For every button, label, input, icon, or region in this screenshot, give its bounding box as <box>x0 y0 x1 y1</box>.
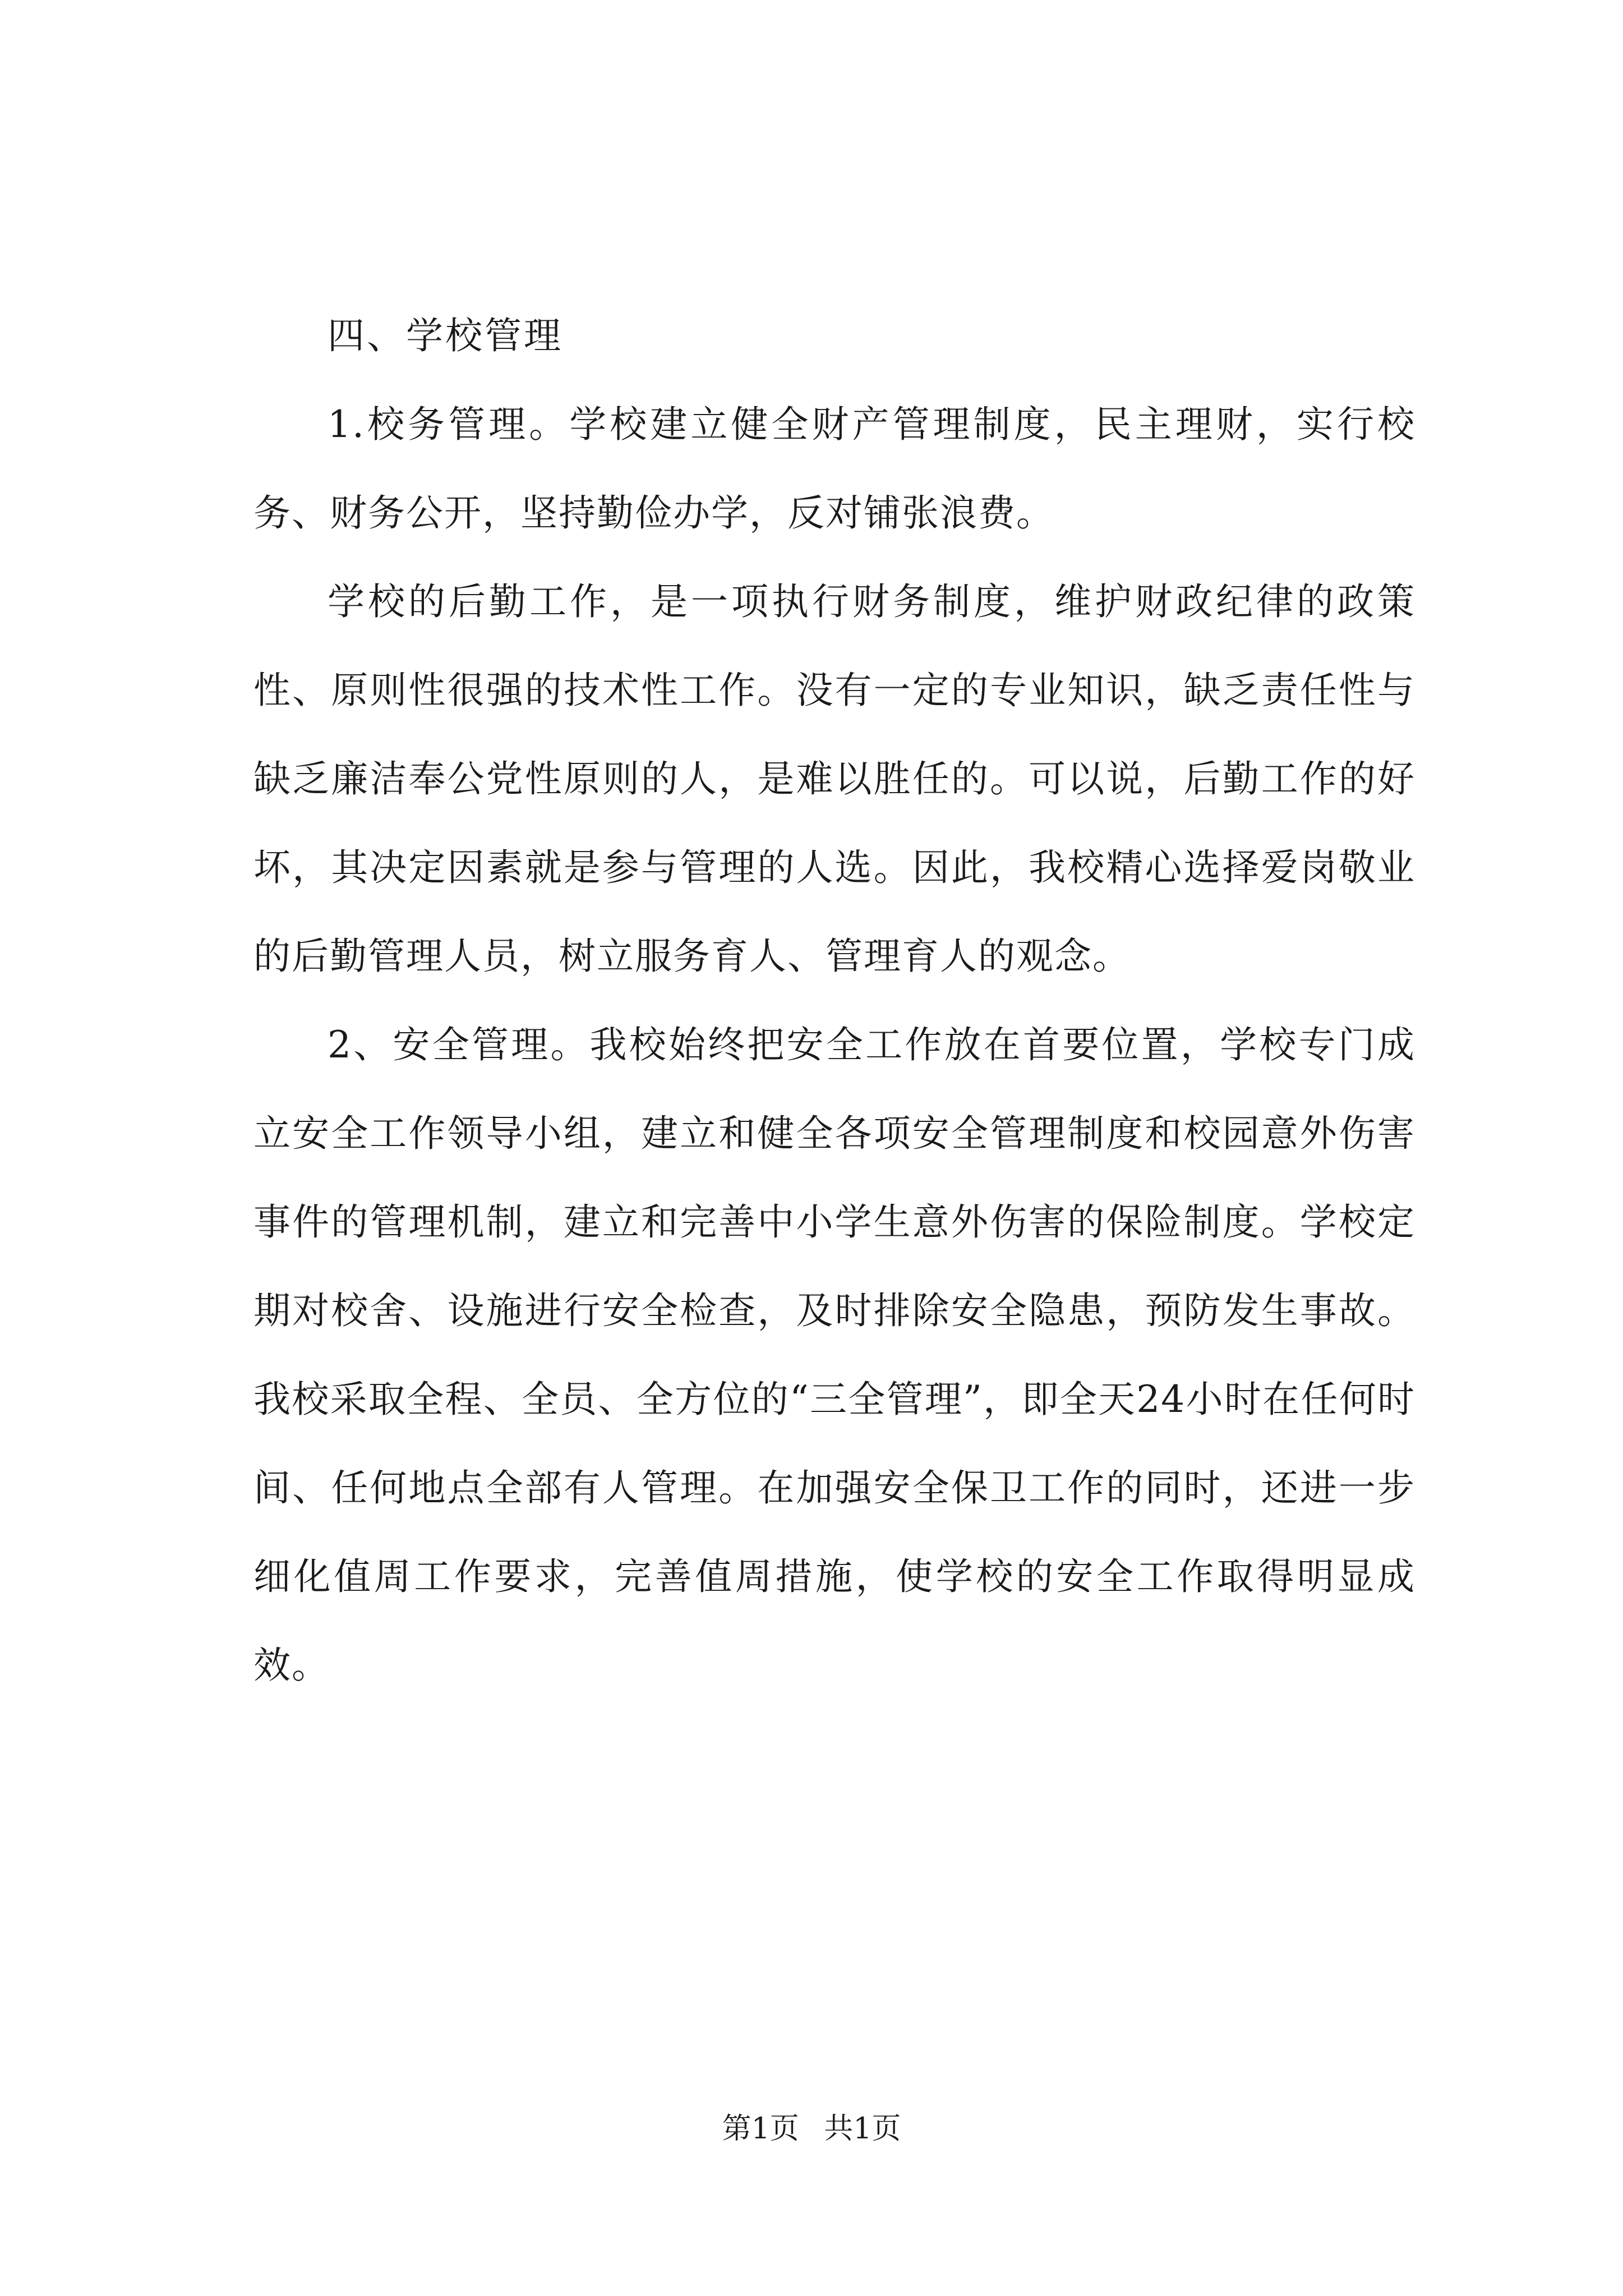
paragraph-logistics: 学校的后勤工作，是一项执行财务制度，维护财政纪律的政策性、原则性很强的技术性工作。没有一定的专业知识，缺乏责任性与缺乏廉洁奉公党性原则的人，是难以胜任的。可以说，后勤工作的好坏，其决定因素就是参与管理的人选。因此，我校精心选择爱岗敬业的后勤管理人员，树立服务育人、管理育人的观念。 <box>253 580 1415 978</box>
page-number-current: 第1页 <box>722 2112 799 2146</box>
page-number-total: 共1页 <box>824 2112 901 2146</box>
section-heading: 四、学校管理 <box>328 314 563 357</box>
paragraph-campus-affairs: 1.校务管理。学校建立健全财产管理制度，民主理财，实行校务、财务公开，坚持勤俭办学，反对铺张浪费。 <box>253 403 1415 535</box>
document-body <box>253 292 1415 1710</box>
page-footer <box>0 2109 1623 2148</box>
paragraph-safety-management: 2、安全管理。我校始终把安全工作放在首要位置，学校专门成立安全工作领导小组，建立和健全各项安全管理制度和校园意外伤害事件的管理机制，建立和完善中小学生意外伤害的保险制度。学校定期对校舍、设施进行安全检查，及时排除安全隐患，预防发生事故。我校采取全程、全员、全方位的“三全管理”，即全天24小时在任何时间、任何地点全部有人管理。在加强安全保卫工作的同时，还进一步细化值周工作要求，完善值周措施，使学校的安全工作取得明显成效。 <box>253 1023 1415 1687</box>
